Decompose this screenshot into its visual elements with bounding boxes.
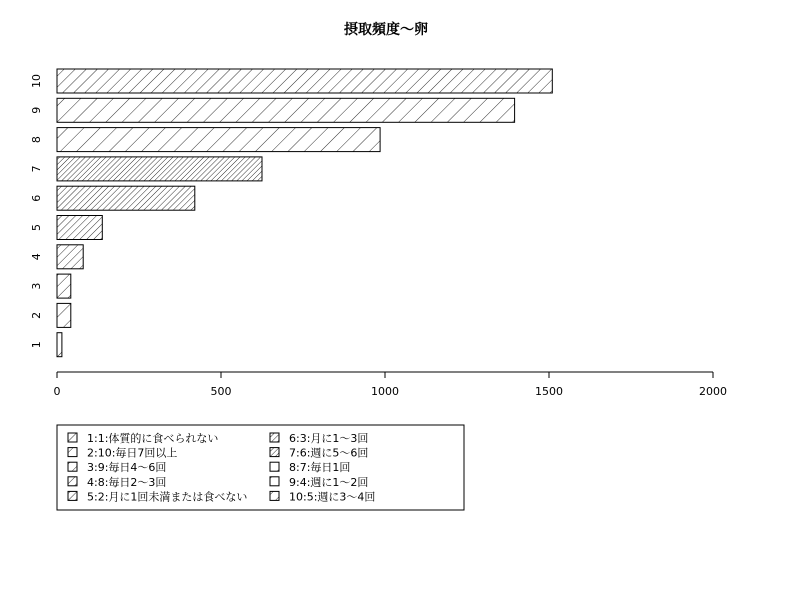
bar-8 (57, 128, 380, 152)
legend-swatch (68, 448, 77, 457)
y-tick-label: 2 (30, 311, 43, 319)
y-tick-label: 6 (30, 194, 43, 202)
x-tick-label: 500 (210, 385, 232, 398)
bar-1 (57, 333, 62, 357)
legend-swatch (270, 433, 279, 442)
legend (57, 425, 464, 510)
bar-6 (57, 186, 195, 210)
legend-swatch (68, 477, 77, 486)
legend-label: 3:9:毎日4～6回 (87, 461, 167, 475)
y-tick-label: 5 (30, 224, 43, 231)
legend-label: 2:10:毎日7回以上 (87, 446, 178, 460)
legend-label: 4:8:毎日2～3回 (87, 475, 167, 489)
x-axis (54, 372, 728, 398)
legend-label: 1:1:体質的に食べられない (87, 432, 219, 445)
legend-label: 5:2:月に1回未満または食べない (87, 490, 248, 504)
bar-7 (57, 157, 262, 181)
legend-swatch (270, 462, 279, 471)
bar-10 (57, 69, 552, 93)
legend-swatch (68, 462, 77, 471)
legend-label: 10:5:週に3～4回 (289, 490, 376, 504)
y-tick-label: 8 (30, 136, 43, 144)
x-tick-label: 2000 (699, 385, 727, 398)
legend-label: 9:4:週に1～2回 (289, 475, 369, 489)
y-tick-label: 7 (30, 165, 43, 173)
bar-3 (57, 274, 71, 298)
y-tick-label: 10 (30, 74, 43, 88)
legend-swatch (270, 491, 279, 500)
bar-5 (57, 216, 102, 240)
bar-9 (57, 98, 515, 122)
legend-swatch (68, 433, 77, 442)
y-tick-labels (30, 74, 43, 348)
y-tick-label: 4 (30, 253, 43, 261)
y-tick-label: 9 (30, 106, 43, 114)
x-tick-label: 0 (53, 385, 61, 398)
legend-swatch (270, 477, 279, 486)
y-tick-label: 1 (30, 341, 43, 349)
x-tick-label: 1500 (535, 385, 563, 398)
legend-label: 6:3:月に1～3回 (289, 432, 369, 445)
bar-2 (57, 303, 71, 327)
legend-label: 8:7:毎日1回 (289, 461, 351, 475)
legend-label: 7:6:週に5～6回 (289, 446, 369, 460)
legend-swatch (270, 448, 279, 457)
x-tick-label: 1000 (371, 385, 399, 398)
bars-layer (57, 69, 552, 357)
y-tick-label: 3 (30, 282, 43, 290)
chart-title: 摂取頻度～卵 (344, 22, 428, 38)
legend-swatch (68, 491, 77, 500)
bar-4 (57, 245, 83, 269)
